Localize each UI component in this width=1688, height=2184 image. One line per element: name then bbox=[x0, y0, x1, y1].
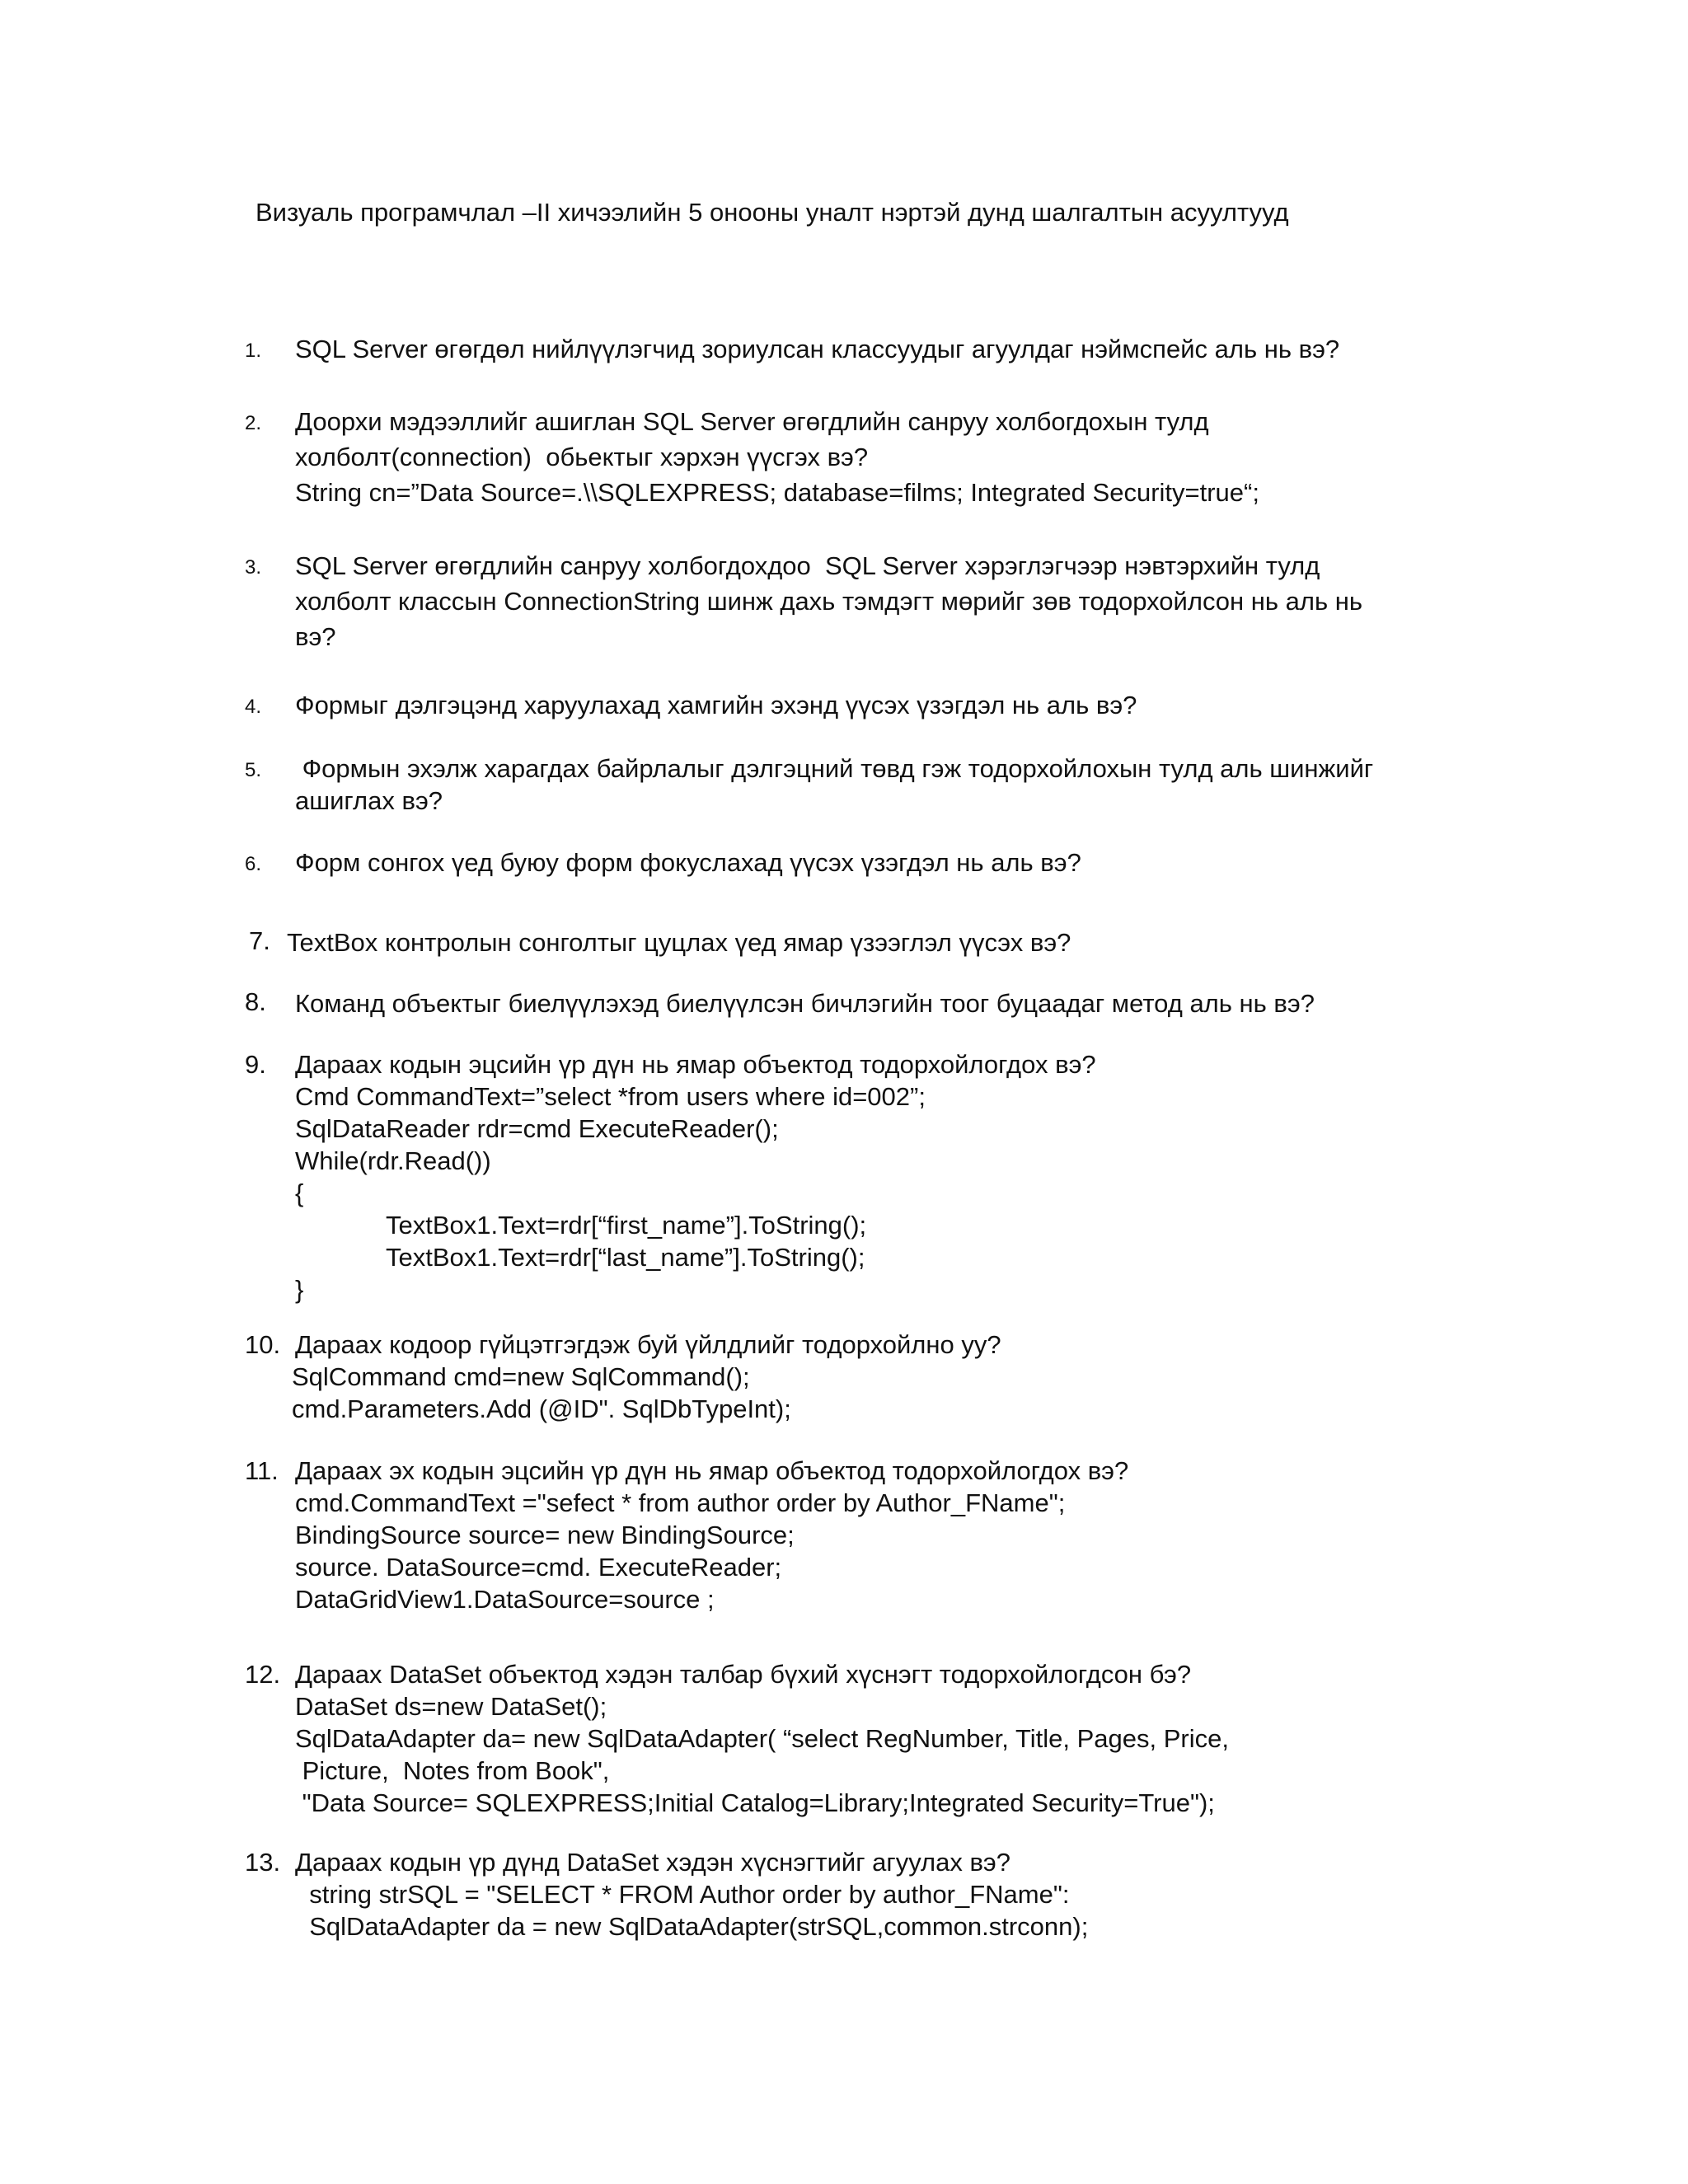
question-number: 4. bbox=[245, 696, 262, 718]
code-line: string strSQL = "SELECT * FROM Author order by author_FName": bbox=[295, 1880, 1070, 1909]
document-title: Визуаль програмчлал –II хичээлийн 5 онооны уналт нэртэй дунд шалгалтын асуултууд bbox=[256, 198, 1289, 227]
code-line: Picture, Notes from Book", bbox=[295, 1756, 610, 1785]
question-line: Доорхи мэдээллийг ашиглан SQL Server өгөгдлийн санруу холбогдохын тулд bbox=[295, 407, 1209, 436]
question-text bbox=[295, 548, 1362, 654]
question-line: Дараах кодын үр дүнд DataSet хэдэн хүснэгтийг агуулах вэ? bbox=[295, 1848, 1010, 1877]
question-line: SQL Server өгөгдөл нийлүүлэгчид зориулсан классуудыг агуулдаг нэймспейс аль нь вэ? bbox=[295, 335, 1340, 363]
question-text bbox=[295, 1048, 1096, 1305]
code-line: BindingSource source= new BindingSource; bbox=[295, 1521, 795, 1549]
question-text bbox=[295, 1658, 1229, 1819]
question-line: Дараах DataSet объектод хэдэн талбар бүхий хүснэгт тодорхойлогдсон бэ? bbox=[295, 1660, 1192, 1689]
question-line: ашиглах вэ? bbox=[295, 786, 443, 815]
code-line: { bbox=[295, 1179, 304, 1207]
question-text bbox=[295, 1455, 1128, 1615]
question-line: String cn=”Data Source=.\\SQLEXPRESS; database=films; Integrated Security=true“; bbox=[295, 478, 1259, 507]
question-line: Дараах кодоор гүйцэтгэгдэж буй үйлдлийг тодорхойлно уу? bbox=[295, 1330, 1001, 1359]
question-number: 1. bbox=[245, 340, 262, 362]
question-number: 8. bbox=[245, 987, 266, 1016]
code-line: SqlDataAdapter da= new SqlDataAdapter( “select RegNumber, Title, Pages, Price, bbox=[295, 1724, 1229, 1753]
code-line: cmd.CommandText ="sefect * from author order by Author_FName"; bbox=[295, 1488, 1066, 1517]
question-line: TextBox контролын сонголтыг цуцлах үед ямар үзээглэл үүсэх вэ? bbox=[287, 928, 1071, 957]
question-line: холболт(connection) обьектыг хэрхэн үүсгэх вэ? bbox=[295, 443, 869, 471]
code-line: SqlCommand cmd=new SqlCommand(); bbox=[292, 1362, 750, 1391]
code-line: SqlDataAdapter da = new SqlDataAdapter(strSQL,common.strconn); bbox=[295, 1912, 1089, 1941]
question-line: Дараах эх кодын эцсийн үр дүн нь ямар объектод тодорхойлогдох вэ? bbox=[295, 1456, 1129, 1485]
question-line: вэ? bbox=[295, 622, 336, 651]
code-line: "Data Source= SQLEXPRESS;Initial Catalog=Library;Integrated Security=True"); bbox=[295, 1788, 1215, 1817]
question-number: 11. bbox=[245, 1456, 279, 1485]
code-line: DataSet ds=new DataSet(); bbox=[295, 1692, 607, 1721]
question-number: 3. bbox=[245, 556, 262, 579]
code-line: SqlDataReader rdr=cmd ExecuteReader(); bbox=[295, 1114, 779, 1143]
question-text bbox=[287, 925, 1071, 960]
question-line: холболт классын ConnectionString шинж дахь тэмдэгт мөрийг зөв тодорхойлсон нь аль нь bbox=[295, 587, 1363, 616]
code-line: source. DataSource=cmd. ExecuteReader; bbox=[295, 1553, 782, 1582]
question-text bbox=[295, 1846, 1088, 1943]
code-line: cmd.Parameters.Add (@ID". SqlDbTypeInt); bbox=[292, 1394, 791, 1423]
question-line: Формын эхэлж харагдах байрлалыг дэлгэцний төвд гэж тодорхойлохын тулд аль шинжийг bbox=[295, 754, 1374, 783]
question-number: 9. bbox=[245, 1050, 266, 1079]
question-number: 13. bbox=[245, 1848, 281, 1877]
question-line: SQL Server өгөгдлийн санруу холбогдохдоо SQL Server хэрэглэгчээр нэвтэрхийн тулд bbox=[295, 551, 1320, 580]
question-text bbox=[295, 404, 1259, 510]
code-line: DataGridView1.DataSource=source ; bbox=[295, 1585, 715, 1614]
question-text bbox=[295, 845, 1081, 880]
code-line: TextBox1.Text=rdr[“first_name”].ToString(); bbox=[386, 1211, 867, 1240]
question-number: 7. bbox=[249, 926, 270, 955]
question-line: Форм сонгох үед буюу форм фокуслахад үүсэх үзэгдэл нь аль вэ? bbox=[295, 848, 1081, 877]
code-line: While(rdr.Read()) bbox=[295, 1146, 491, 1175]
code-line: Cmd CommandText=”select *from users where id=002”; bbox=[295, 1082, 926, 1111]
question-text bbox=[295, 687, 1137, 723]
question-text bbox=[295, 751, 1373, 818]
question-number: 2. bbox=[245, 412, 262, 434]
question-number: 6. bbox=[245, 853, 262, 875]
question-number: 10. bbox=[245, 1330, 281, 1359]
code-line: TextBox1.Text=rdr[“last_name”].ToString(); bbox=[386, 1243, 865, 1272]
question-text bbox=[295, 986, 1315, 1021]
question-line: Дараах кодын эцсийн үр дүн нь ямар объектод тодорхойлогдох вэ? bbox=[295, 1050, 1096, 1079]
question-number: 5. bbox=[245, 759, 262, 781]
question-line: Формыг дэлгэцэнд харуулахад хамгийн эхэнд үүсэх үзэгдэл нь аль вэ? bbox=[295, 691, 1137, 719]
question-text bbox=[295, 331, 1339, 367]
code-line: } bbox=[295, 1275, 304, 1304]
question-number: 12. bbox=[245, 1660, 281, 1689]
question-text bbox=[292, 1329, 1001, 1425]
question-line: Команд объектыг биелүүлэхэд биелүүлсэн бичлэгийн тоог буцаадаг метод аль нь вэ? bbox=[295, 989, 1315, 1018]
